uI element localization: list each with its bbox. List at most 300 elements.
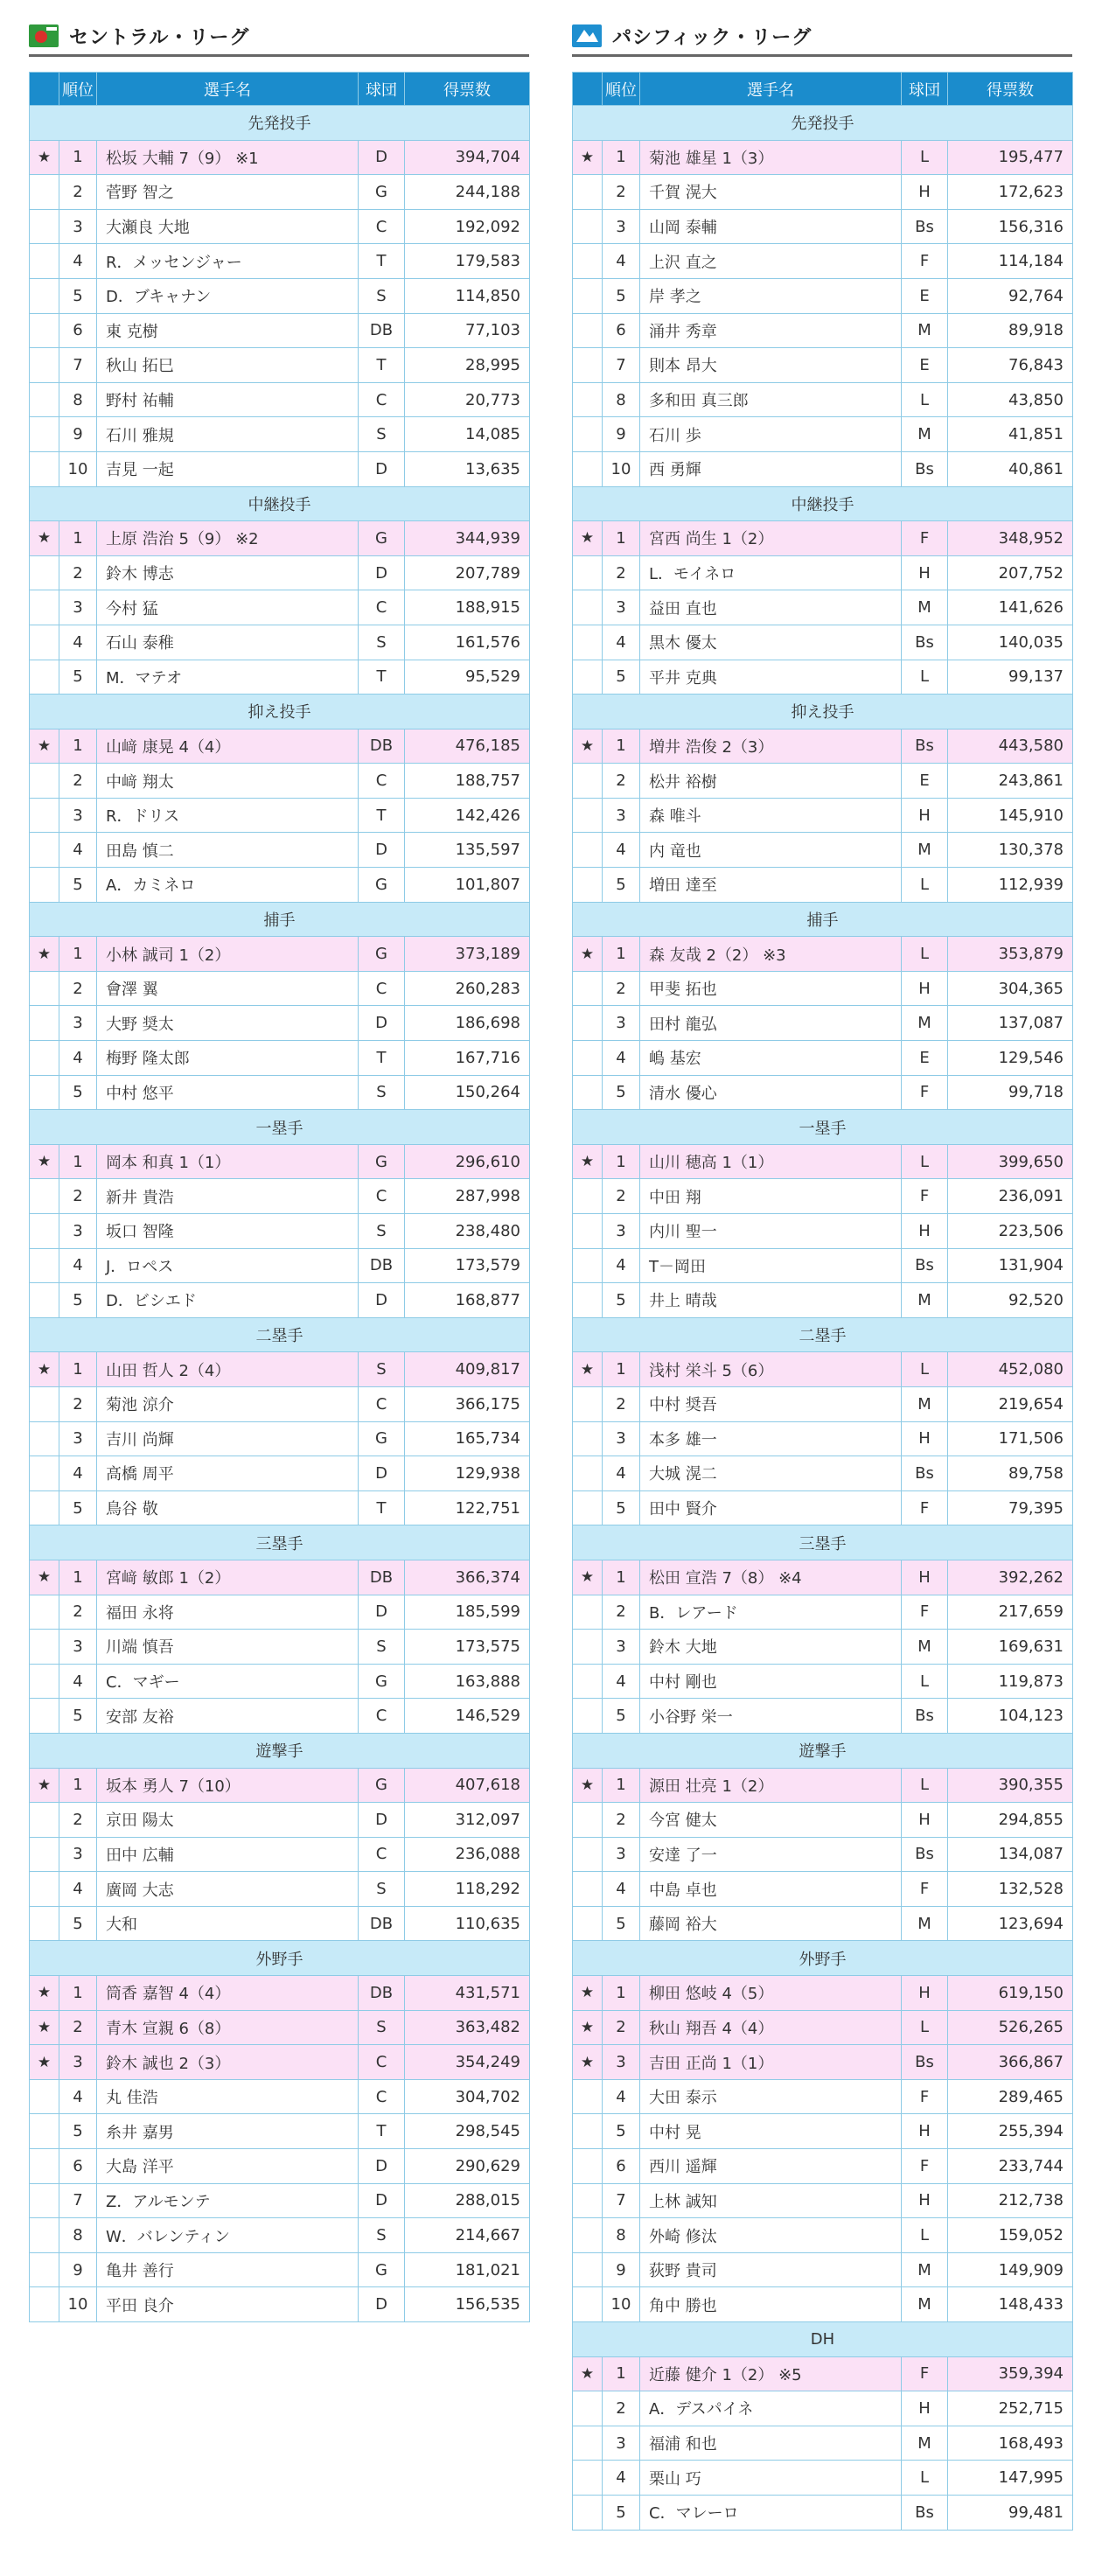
table-row-elected — [573, 521, 1073, 556]
table-row — [30, 1179, 530, 1214]
rank-cell: 1 — [59, 1976, 97, 2011]
star-cell — [30, 244, 59, 279]
votes-cell: 147,995 — [948, 2461, 1073, 2496]
star-cell — [573, 2495, 603, 2530]
player-name-cell: L．モイネロ — [640, 555, 902, 590]
section-row — [573, 106, 1073, 141]
player-name-cell: 中村 剛也 — [640, 1664, 902, 1699]
player-name-cell: 高橋 周平 — [97, 1456, 359, 1491]
rank-cell: 5 — [603, 1699, 640, 1734]
votes-cell: 104,123 — [948, 1699, 1073, 1734]
team-cell: L — [902, 1768, 948, 1803]
star-cell — [573, 382, 603, 417]
team-cell: DB — [359, 1906, 405, 1941]
table-row — [573, 1630, 1073, 1665]
team-cell: C — [359, 2045, 405, 2080]
table-row — [30, 1386, 530, 1421]
section-row — [573, 2322, 1073, 2357]
team-cell: D — [359, 1803, 405, 1838]
rank-cell: 3 — [59, 798, 97, 833]
team-cell: D — [359, 451, 405, 486]
table-row-elected — [30, 140, 530, 175]
rank-cell: 3 — [603, 209, 640, 244]
elected-star-icon: ★ — [30, 937, 59, 972]
votes-cell: 163,888 — [405, 1664, 530, 1699]
team-cell: DB — [359, 1976, 405, 2011]
section-row — [573, 486, 1073, 521]
votes-cell: 150,264 — [405, 1075, 530, 1110]
section-title: 中継投手 — [30, 486, 530, 521]
votes-cell: 363,482 — [405, 2010, 530, 2045]
player-name-cell: 鈴木 大地 — [640, 1630, 902, 1665]
rank-cell: 2 — [603, 971, 640, 1006]
votes-cell: 134,087 — [948, 1837, 1073, 1872]
votes-cell: 114,850 — [405, 278, 530, 313]
star-cell — [573, 2287, 603, 2322]
star-cell — [573, 1421, 603, 1456]
team-cell: E — [902, 278, 948, 313]
player-name-cell: 平田 良介 — [97, 2287, 359, 2322]
table-row — [573, 1214, 1073, 1249]
section-title: 三塁手 — [30, 1525, 530, 1560]
star-cell — [30, 833, 59, 868]
votes-cell: 304,365 — [948, 971, 1073, 1006]
section-row — [573, 1317, 1073, 1352]
team-cell: T — [359, 798, 405, 833]
elected-star-icon: ★ — [30, 521, 59, 556]
player-name-cell: 岸 孝之 — [640, 278, 902, 313]
table-row — [30, 1041, 530, 1076]
player-name-cell: R．ドリス — [97, 798, 359, 833]
player-name-cell: 野村 祐輔 — [97, 382, 359, 417]
header-star — [573, 73, 603, 106]
player-name-cell: 田島 慎二 — [97, 833, 359, 868]
player-name-cell: C．マレーロ — [640, 2495, 902, 2530]
star-cell — [30, 175, 59, 210]
section-title: 抑え投手 — [30, 695, 530, 730]
votes-cell: 298,545 — [405, 2114, 530, 2149]
team-cell: L — [902, 2461, 948, 2496]
rank-cell: 3 — [59, 590, 97, 625]
star-cell — [30, 209, 59, 244]
player-name-cell: 山川 穂高 1（1） — [640, 1144, 902, 1179]
player-name-cell: 嶋 基宏 — [640, 1041, 902, 1076]
table-row-elected — [573, 140, 1073, 175]
rank-cell: 5 — [603, 1490, 640, 1525]
star-cell — [573, 2461, 603, 2496]
rank-cell: 4 — [603, 625, 640, 660]
player-name-cell: 秋山 翔吾 4（4） — [640, 2010, 902, 2045]
rank-cell: 5 — [59, 1906, 97, 1941]
section-title: 外野手 — [573, 1941, 1073, 1976]
elected-star-icon: ★ — [30, 2010, 59, 2045]
table-row — [573, 1041, 1073, 1076]
star-cell — [30, 1421, 59, 1456]
player-name-cell: 甲斐 拓也 — [640, 971, 902, 1006]
rank-cell: 1 — [603, 1976, 640, 2011]
rank-cell: 10 — [59, 2287, 97, 2322]
player-name-cell: T－岡田 — [640, 1248, 902, 1283]
rank-cell: 1 — [59, 140, 97, 175]
rank-cell: 5 — [59, 868, 97, 903]
rank-cell: 1 — [59, 1144, 97, 1179]
rank-cell: 3 — [59, 1006, 97, 1041]
votes-cell: 123,694 — [948, 1906, 1073, 1941]
section-title: 二塁手 — [573, 1317, 1073, 1352]
table-row — [573, 1283, 1073, 1318]
star-cell — [573, 1248, 603, 1283]
team-cell: C — [359, 2079, 405, 2114]
rank-cell: 5 — [59, 1699, 97, 1734]
team-cell: G — [359, 1421, 405, 1456]
team-cell: L — [902, 382, 948, 417]
pacific-vote-table — [572, 72, 1073, 2531]
votes-cell: 99,481 — [948, 2495, 1073, 2530]
rank-cell: 4 — [59, 1456, 97, 1491]
elected-star-icon: ★ — [573, 1976, 603, 2011]
votes-cell: 185,599 — [405, 1595, 530, 1630]
table-row — [573, 1421, 1073, 1456]
player-name-cell: 平井 克典 — [640, 660, 902, 695]
star-cell — [573, 1179, 603, 1214]
rank-cell: 2 — [59, 1803, 97, 1838]
rank-cell: 4 — [603, 244, 640, 279]
team-cell: S — [359, 1630, 405, 1665]
section-row — [573, 1733, 1073, 1768]
header-rank: 順位 — [59, 73, 97, 106]
table-row — [573, 1906, 1073, 1941]
rank-cell: 1 — [603, 521, 640, 556]
rank-cell: 10 — [603, 451, 640, 486]
table-row — [30, 2252, 530, 2287]
votes-cell: 92,520 — [948, 1283, 1073, 1318]
table-row — [30, 1595, 530, 1630]
player-name-cell: 大田 泰示 — [640, 2079, 902, 2114]
rank-cell: 8 — [59, 2218, 97, 2253]
rank-cell: 1 — [603, 937, 640, 972]
team-cell: E — [902, 1041, 948, 1076]
table-row — [30, 451, 530, 486]
team-cell: H — [902, 175, 948, 210]
table-row — [30, 833, 530, 868]
star-cell — [30, 1595, 59, 1630]
team-cell: D — [359, 2183, 405, 2218]
player-name-cell: 西川 遥輝 — [640, 2149, 902, 2184]
votes-cell: 289,465 — [948, 2079, 1073, 2114]
rank-cell: 9 — [59, 417, 97, 452]
section-title: 三塁手 — [573, 1525, 1073, 1560]
player-name-cell: 石川 雅規 — [97, 417, 359, 452]
team-cell: T — [359, 2114, 405, 2149]
votes-cell: 28,995 — [405, 348, 530, 383]
team-cell: S — [359, 417, 405, 452]
table-row — [573, 1386, 1073, 1421]
table-row — [30, 2149, 530, 2184]
votes-cell: 171,506 — [948, 1421, 1073, 1456]
star-cell — [573, 971, 603, 1006]
player-name-cell: Z．アルモンテ — [97, 2183, 359, 2218]
votes-cell: 99,718 — [948, 1075, 1073, 1110]
table-row — [573, 244, 1073, 279]
votes-cell: 40,861 — [948, 451, 1073, 486]
player-name-cell: 石川 歩 — [640, 417, 902, 452]
team-cell: H — [902, 555, 948, 590]
votes-cell: 399,650 — [948, 1144, 1073, 1179]
table-row — [573, 1872, 1073, 1907]
rank-cell: 7 — [59, 2183, 97, 2218]
votes-cell: 181,021 — [405, 2252, 530, 2287]
votes-cell: 186,698 — [405, 1006, 530, 1041]
table-row — [30, 798, 530, 833]
rank-cell: 6 — [603, 2149, 640, 2184]
table-row-elected — [573, 2010, 1073, 2045]
central-table-body — [30, 106, 530, 2322]
votes-cell: 179,583 — [405, 244, 530, 279]
star-cell — [573, 1699, 603, 1734]
team-cell: C — [359, 1386, 405, 1421]
team-cell: T — [359, 1041, 405, 1076]
team-cell: Bs — [902, 1456, 948, 1491]
team-cell: F — [902, 1490, 948, 1525]
rank-cell: 2 — [603, 764, 640, 799]
star-cell — [573, 625, 603, 660]
star-cell — [30, 1041, 59, 1076]
rank-cell: 1 — [603, 2356, 640, 2391]
team-cell: D — [359, 1456, 405, 1491]
team-cell: Bs — [902, 451, 948, 486]
star-cell — [573, 1803, 603, 1838]
player-name-cell: 鈴木 誠也 2（3） — [97, 2045, 359, 2080]
elected-star-icon: ★ — [573, 729, 603, 764]
rank-cell: 4 — [603, 833, 640, 868]
votes-cell: 214,667 — [405, 2218, 530, 2253]
star-cell — [30, 1456, 59, 1491]
rank-cell: 1 — [603, 140, 640, 175]
team-cell: M — [902, 1006, 948, 1041]
player-name-cell: 柳田 悠岐 4（5） — [640, 1976, 902, 2011]
rank-cell: 3 — [59, 2045, 97, 2080]
star-cell — [30, 1837, 59, 1872]
team-cell: T — [359, 348, 405, 383]
player-name-cell: 今村 猛 — [97, 590, 359, 625]
votes-cell: 140,035 — [948, 625, 1073, 660]
section-title: 捕手 — [573, 902, 1073, 937]
votes-cell: 312,097 — [405, 1803, 530, 1838]
votes-cell: 137,087 — [948, 1006, 1073, 1041]
elected-star-icon: ★ — [30, 1144, 59, 1179]
rank-cell: 4 — [59, 1872, 97, 1907]
votes-cell: 89,918 — [948, 313, 1073, 348]
team-cell: M — [902, 833, 948, 868]
votes-cell: 168,493 — [948, 2426, 1073, 2461]
rank-cell: 2 — [59, 555, 97, 590]
team-cell: C — [359, 971, 405, 1006]
star-cell — [573, 2114, 603, 2149]
team-cell: S — [359, 625, 405, 660]
table-row — [30, 1872, 530, 1907]
star-cell — [573, 2252, 603, 2287]
rank-cell: 3 — [59, 1421, 97, 1456]
team-cell: L — [902, 660, 948, 695]
table-row — [573, 2495, 1073, 2530]
pacific-league-flag-icon — [572, 24, 602, 47]
votes-cell: 142,426 — [405, 798, 530, 833]
table-row — [30, 382, 530, 417]
team-cell: M — [902, 1906, 948, 1941]
votes-cell: 443,580 — [948, 729, 1073, 764]
table-row-elected — [30, 521, 530, 556]
team-cell: D — [359, 2287, 405, 2322]
team-cell: F — [902, 1872, 948, 1907]
rank-cell: 2 — [603, 555, 640, 590]
table-row — [573, 1837, 1073, 1872]
team-cell: D — [359, 833, 405, 868]
player-name-cell: 吉田 正尚 1（1） — [640, 2045, 902, 2080]
votes-cell: 390,355 — [948, 1768, 1073, 1803]
star-cell — [573, 1214, 603, 1249]
table-row — [573, 1248, 1073, 1283]
table-row-elected — [30, 1352, 530, 1387]
rank-cell: 4 — [59, 1664, 97, 1699]
votes-cell: 135,597 — [405, 833, 530, 868]
rank-cell: 1 — [59, 937, 97, 972]
rank-cell: 3 — [603, 798, 640, 833]
rank-cell: 10 — [59, 451, 97, 486]
team-cell: M — [902, 417, 948, 452]
star-cell — [573, 2391, 603, 2426]
star-cell — [30, 1075, 59, 1110]
player-name-cell: 石山 泰稚 — [97, 625, 359, 660]
player-name-cell: 中村 奨吾 — [640, 1386, 902, 1421]
star-cell — [30, 1006, 59, 1041]
table-row — [30, 1699, 530, 1734]
team-cell: M — [902, 2426, 948, 2461]
table-row — [30, 244, 530, 279]
team-cell: F — [902, 1595, 948, 1630]
section-row — [30, 695, 530, 730]
rank-cell: 7 — [603, 2183, 640, 2218]
player-name-cell: 涌井 秀章 — [640, 313, 902, 348]
elected-star-icon: ★ — [30, 1976, 59, 2011]
header-player: 選手名 — [640, 73, 902, 106]
team-cell: C — [359, 1699, 405, 1734]
team-cell: C — [359, 209, 405, 244]
rank-cell: 4 — [59, 833, 97, 868]
player-name-cell: 安達 了一 — [640, 1837, 902, 1872]
team-cell: DB — [359, 1248, 405, 1283]
star-cell — [573, 417, 603, 452]
star-cell — [30, 348, 59, 383]
table-row — [30, 2218, 530, 2253]
star-cell — [573, 1664, 603, 1699]
table-row — [30, 1456, 530, 1491]
table-row — [573, 313, 1073, 348]
team-cell: Bs — [902, 729, 948, 764]
elected-star-icon: ★ — [573, 2045, 603, 2080]
team-cell: D — [359, 2149, 405, 2184]
votes-cell: 409,817 — [405, 1352, 530, 1387]
star-cell — [573, 1595, 603, 1630]
team-cell: C — [359, 590, 405, 625]
player-name-cell: 鈴木 博志 — [97, 555, 359, 590]
star-cell — [30, 278, 59, 313]
team-cell: G — [359, 521, 405, 556]
star-cell — [573, 1075, 603, 1110]
star-cell — [573, 1872, 603, 1907]
votes-cell: 233,744 — [948, 2149, 1073, 2184]
votes-cell: 354,249 — [405, 2045, 530, 2080]
star-cell — [30, 590, 59, 625]
star-cell — [30, 555, 59, 590]
star-cell — [30, 798, 59, 833]
team-cell: Bs — [902, 1699, 948, 1734]
team-cell: F — [902, 2149, 948, 2184]
player-name-cell: 藤岡 裕大 — [640, 1906, 902, 1941]
player-name-cell: 坂本 勇人 7（10） — [97, 1768, 359, 1803]
star-cell — [573, 660, 603, 695]
star-cell — [30, 1906, 59, 1941]
elected-star-icon: ★ — [573, 2010, 603, 2045]
team-cell: H — [902, 1803, 948, 1838]
rank-cell: 8 — [603, 382, 640, 417]
table-row — [573, 2183, 1073, 2218]
table-row — [573, 1075, 1073, 1110]
table-row-elected — [30, 1560, 530, 1595]
player-name-cell: 上林 誠知 — [640, 2183, 902, 2218]
rank-cell: 4 — [603, 1456, 640, 1491]
votes-cell: 252,715 — [948, 2391, 1073, 2426]
rank-cell: 5 — [59, 1283, 97, 1318]
votes-cell: 392,262 — [948, 1560, 1073, 1595]
votes-cell: 92,764 — [948, 278, 1073, 313]
rank-cell: 5 — [603, 1906, 640, 1941]
player-name-cell: 廣岡 大志 — [97, 1872, 359, 1907]
star-cell — [573, 278, 603, 313]
rank-cell: 5 — [603, 2495, 640, 2530]
table-row-elected — [573, 1560, 1073, 1595]
table-row — [30, 417, 530, 452]
player-name-cell: 丸 佳浩 — [97, 2079, 359, 2114]
player-name-cell: 内 竜也 — [640, 833, 902, 868]
rank-cell: 4 — [59, 2079, 97, 2114]
section-row — [30, 1733, 530, 1768]
rank-cell: 3 — [603, 1006, 640, 1041]
rank-cell: 2 — [59, 971, 97, 1006]
section-row — [30, 902, 530, 937]
section-row — [30, 1317, 530, 1352]
rank-cell: 4 — [603, 1248, 640, 1283]
header-star — [30, 73, 59, 106]
table-row — [30, 209, 530, 244]
table-row — [30, 1490, 530, 1525]
team-cell: T — [359, 660, 405, 695]
star-cell — [573, 1837, 603, 1872]
rank-cell: 1 — [59, 1560, 97, 1595]
league-heading — [29, 23, 529, 57]
votes-cell: 223,506 — [948, 1214, 1073, 1249]
star-cell — [30, 1803, 59, 1838]
star-cell — [30, 1490, 59, 1525]
table-row — [573, 798, 1073, 833]
votes-cell: 207,752 — [948, 555, 1073, 590]
player-name-cell: 大和 — [97, 1906, 359, 1941]
star-cell — [30, 625, 59, 660]
section-row — [573, 695, 1073, 730]
votes-cell: 219,654 — [948, 1386, 1073, 1421]
team-cell: G — [359, 868, 405, 903]
star-cell — [573, 1041, 603, 1076]
star-cell — [30, 313, 59, 348]
